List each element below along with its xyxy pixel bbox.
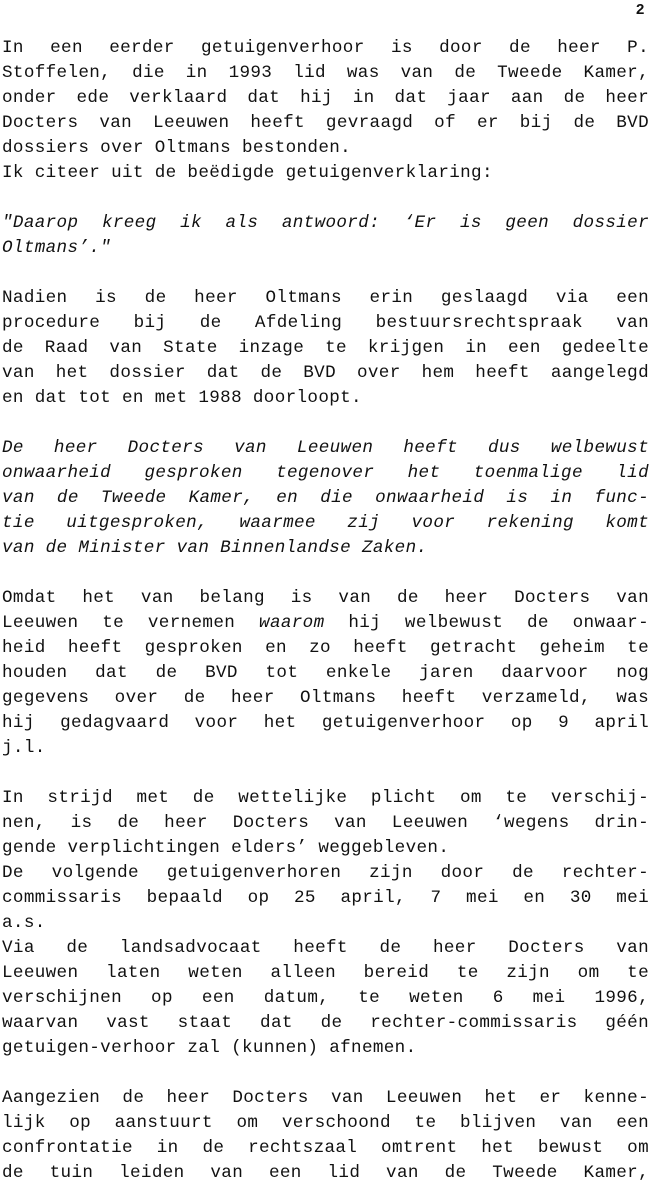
text-line: Omdat het van belang is van de heer Docters van	[2, 588, 649, 608]
text-line: Nadien is de heer Oltmans erin geslaagd via een	[2, 288, 649, 308]
text-line: De volgende getuigenverhoren zijn door de rechter-	[2, 863, 649, 883]
text-line: onder ede verklaard dat hij in dat jaar aan de heer	[2, 88, 649, 108]
text-line: getuigen-verhoor zal (kunnen) afnemen.	[2, 1038, 417, 1058]
paragraph-aangezien	[2, 1086, 649, 1186]
paragraph-volgende-verhoren	[2, 861, 649, 936]
text-line: dossiers over Oltmans bestonden.	[2, 138, 352, 158]
text-line: waarvan vast staat dat de rechter-commissaris géén	[2, 1013, 649, 1033]
text-line: van de Minister van Binnenlandse Zaken.	[2, 538, 428, 558]
paragraph-quote	[2, 211, 649, 261]
paragraph-onwaarheid	[2, 436, 649, 561]
text-line: Ik citeer uit de beëdigde getuigenverklaring:	[2, 163, 493, 183]
text-line: Docters van Leeuwen heeft gevraagd of er bij de BVD	[2, 113, 649, 133]
text-line: In een eerder getuigenverhoor is door de heer P.	[2, 38, 649, 58]
text-line: commissaris bepaald op 25 april, 7 mei en 30 mei	[2, 888, 649, 908]
text-line: Oltmans’."	[2, 238, 112, 258]
text-line: a.s.	[2, 913, 46, 933]
text-line: nen, is de heer Docters van Leeuwen ‘wegens drin-	[2, 813, 649, 833]
document-body	[2, 36, 649, 1186]
text-line: van de Tweede Kamer, en die onwaarheid is in func-	[2, 488, 649, 508]
text-line: de Raad van State inzage te krijgen in een gedeelte	[2, 338, 649, 358]
paragraph-dagvaarding	[2, 586, 649, 761]
text-line: "Daarop kreeg ik als antwoord: ‘Er is geen dossier	[2, 213, 649, 233]
text-line: de tuin leiden van een lid van de Tweede Kamer,	[2, 1163, 649, 1183]
text-line: en dat tot en met 1988 doorloopt.	[2, 388, 362, 408]
text-run: Leeuwen te vernemen	[2, 613, 260, 633]
page-number: 2	[635, 2, 645, 19]
text-line: j.l.	[2, 738, 46, 758]
text-line: hij gedagvaard voor het getuigenverhoor op 9 april	[2, 713, 649, 733]
paragraph-weggebleven	[2, 786, 649, 861]
text-line: Stoffelen, die in 1993 lid was van de Tweede Kamer,	[2, 63, 649, 83]
emphasis-waarom: waarom	[259, 613, 325, 633]
text-line: Leeuwen laten weten alleen bereid te zijn om te	[2, 963, 649, 983]
paragraph-citation-intro	[2, 161, 649, 186]
text-line: De heer Docters van Leeuwen heeft dus welbewust	[2, 438, 649, 458]
text-line-mixed	[2, 611, 649, 636]
paragraph-raad-van-state	[2, 286, 649, 411]
text-line: verschijnen op een datum, te weten 6 mei 1996,	[2, 988, 649, 1008]
text-line: lijk op aanstuurt om verschoond te blijven van een	[2, 1113, 649, 1133]
text-line: tie uitgesproken, waarmee zij voor rekening komt	[2, 513, 649, 533]
text-line: Via de landsadvocaat heeft de heer Docters van	[2, 938, 649, 958]
text-line: heid heeft gesproken en zo heeft getracht geheim te	[2, 638, 649, 658]
text-line: gegevens over de heer Oltmans heeft verzameld, was	[2, 688, 649, 708]
text-line: van het dossier dat de BVD over hem heeft aangelegd	[2, 363, 649, 383]
text-line: Aangezien de heer Docters van Leeuwen het er kenne-	[2, 1088, 649, 1108]
text-line: onwaarheid gesproken tegenover het toenmalige lid	[2, 463, 649, 483]
text-line: houden dat de BVD tot enkele jaren daarvoor nog	[2, 663, 649, 683]
text-line: confrontatie in de rechtszaal omtrent het bewust om	[2, 1138, 649, 1158]
paragraph-landsadvocaat	[2, 936, 649, 1061]
text-line: In strijd met de wettelijke plicht om te verschij-	[2, 788, 649, 808]
text-line: gende verplichtingen elders’ weggebleven.	[2, 838, 450, 858]
paragraph-stoffelen-testimony	[2, 36, 649, 161]
text-run: hij welbewust de onwaar-	[324, 613, 649, 633]
text-line: procedure bij de Afdeling bestuursrechtspraak van	[2, 313, 649, 333]
